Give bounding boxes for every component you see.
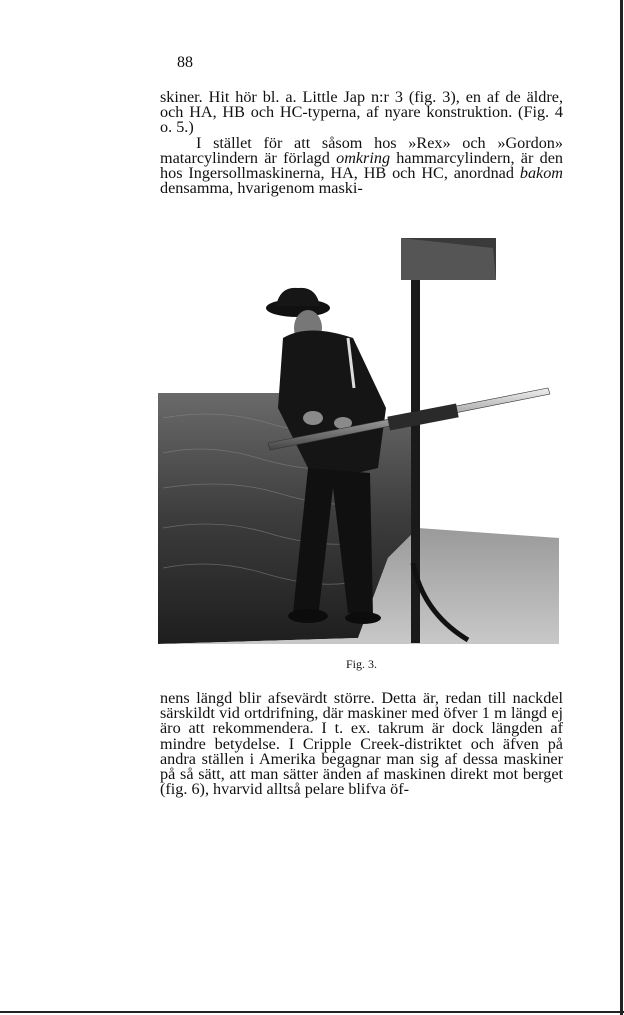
paragraph-2-text-3: densamma, hvarigenom maski- [160, 179, 363, 198]
figure-photo-rock-drill [158, 228, 559, 644]
bottom-text-block [160, 691, 563, 797]
paragraph-1: skiner. Hit hör bl. a. Little Jap n:r 3 (fig. 3), en af de äldre, och HA, HB och HC-typerna, af nyare konstruktion. (Fig. 4 o. 5.) [160, 88, 563, 137]
paragraph-2 [160, 133, 563, 198]
figure-caption: Fig. 3. [345, 657, 377, 671]
page-edge-bottom [0, 1011, 624, 1013]
emphasis-bakom: bakom [519, 164, 563, 183]
paragraph-2-text-2: hammarcylindern, är den hos Ingersollmaskinerna, HA, HB och HC, anordnad [160, 148, 563, 183]
paragraph-3: nens längd blir afsevärdt större. Detta är, redan till nackdel särskildt vid ortdrifning, där maskiner med öfver 1 m längd ej äro att rekommendera. I t. ex. takrum är dock längden af mindre betydelse. I Cripple Creek-distriktet och äfven på andra ställen i Amerika begagnar man sig af dessa maskiner på så sätt, att man sätter änden af maskinen direkt mot berget (fig. 6), hvarvid alltså pelare blifva öf- [160, 689, 563, 799]
drill-clamp [387, 403, 458, 430]
top-text-block [160, 90, 563, 196]
page-number: 88 [177, 54, 193, 71]
emphasis-omkring: omkring [336, 148, 391, 167]
page-edge-right [620, 0, 623, 1015]
paragraph-2-text-1: I stället för att såsom hos »Rex» och »Gordon» matarcylindern är förlagd [160, 133, 563, 167]
